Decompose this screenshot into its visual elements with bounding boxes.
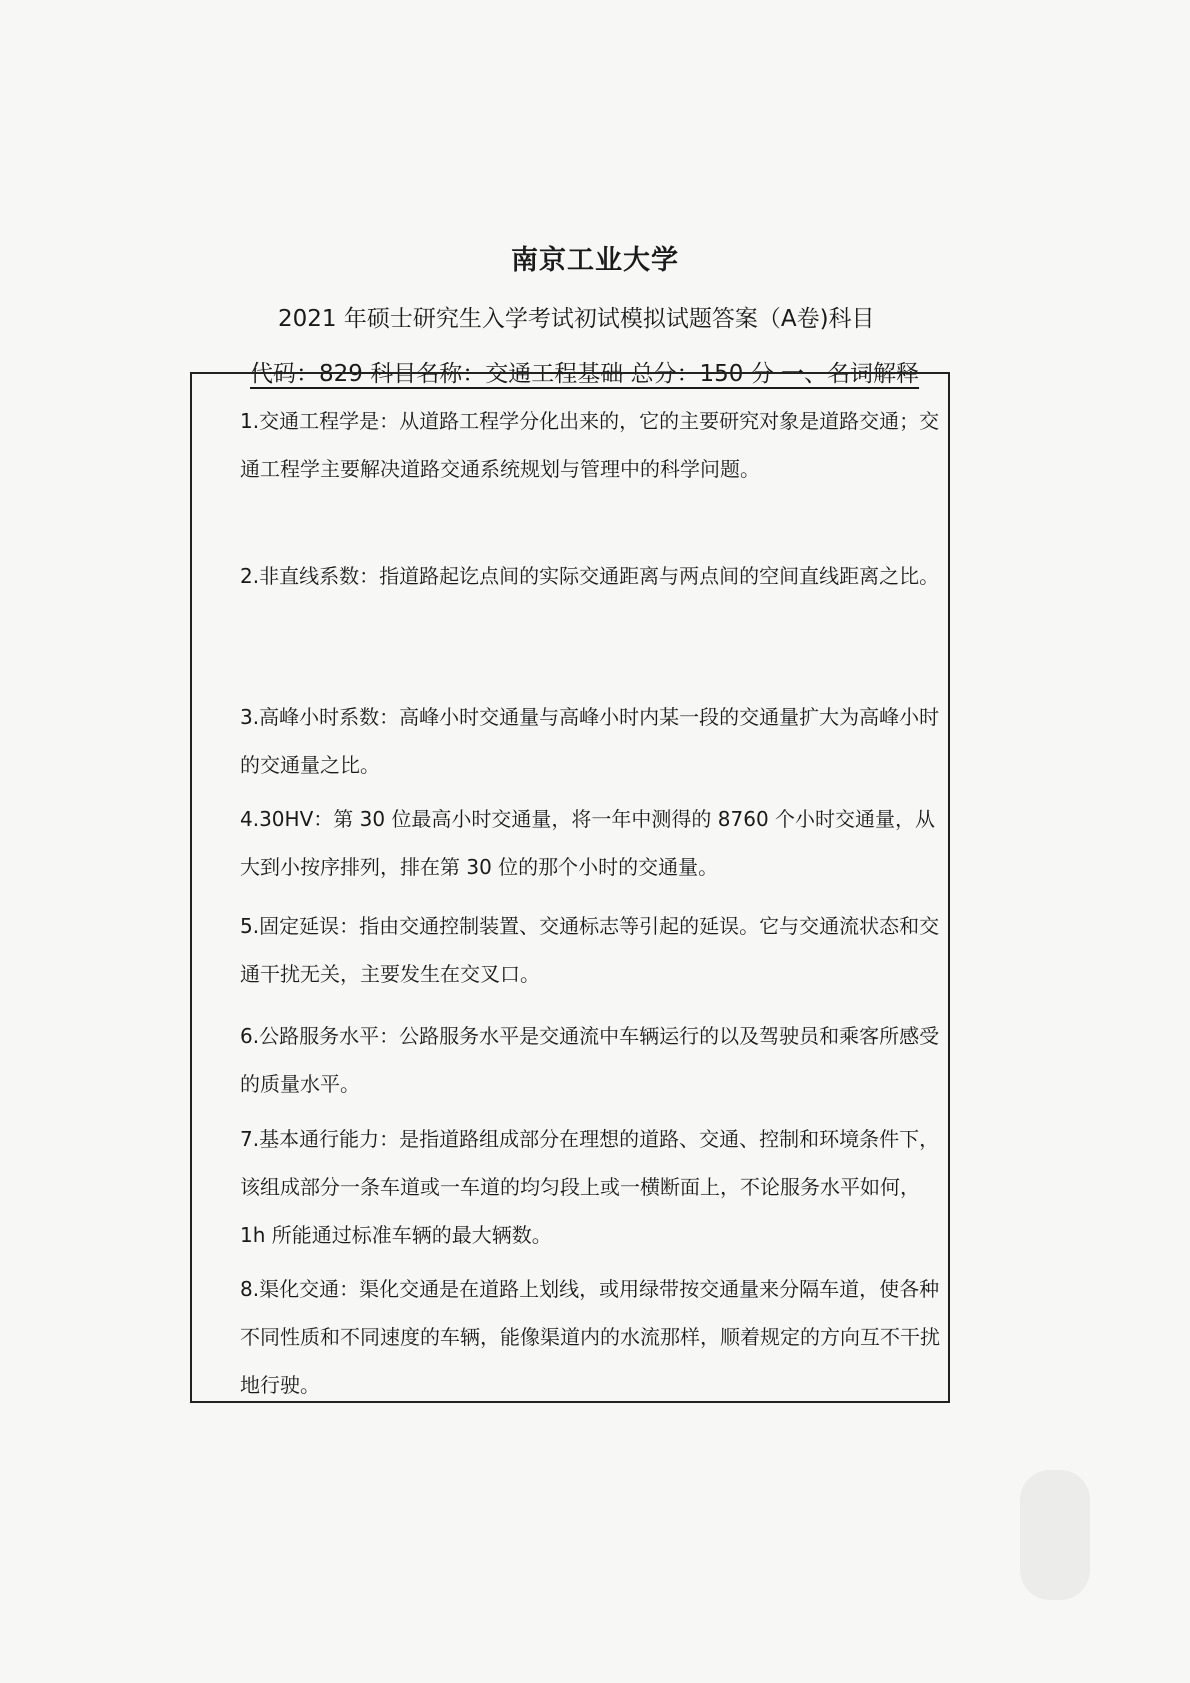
exam-title: 2021 年硕士研究生入学考试初试模拟试题答案（A卷)科目: [278, 306, 875, 332]
university-title: 南京工业大学: [511, 245, 679, 276]
answer-entry-3: 3.高峰小时系数：高峰小时交通量与高峰小时内某一段的交通量扩大为高峰小时的交通量之比。: [240, 705, 940, 777]
answer-entry-6: 6.公路服务水平：公路服务水平是交通流中车辆运行的以及驾驶员和乘客所感受的质量水平。: [240, 1024, 940, 1096]
answer-entry-8: 8.渠化交通：渠化交通是在道路上划线，或用绿带按交通量来分隔车道，使各种不同性质和不同速度的车辆，能像渠道内的水流那样，顺着规定的方向互不干扰地行驶。: [240, 1277, 940, 1397]
scan-smudge: [1020, 1470, 1090, 1600]
answer-entry-5: 5.固定延误：指由交通控制装置、交通标志等引起的延误。它与交通流状态和交通干扰无关，主要发生在交叉口。: [240, 914, 940, 986]
answer-entry-7: 7.基本通行能力：是指道路组成部分在理想的道路、交通、控制和环境条件下，该组成部分一条车道或一车道的均匀段上或一横断面上，不论服务水平如何，1h 所能通过标准车辆的最大辆数。: [240, 1127, 940, 1247]
answer-entry-1: 1.交通工程学是：从道路工程学分化出来的，它的主要研究对象是道路交通；交通工程学主要解决道路交通系统规划与管理中的科学问题。: [240, 409, 940, 481]
answer-entry-4: 4.30HV：第 30 位最高小时交通量，将一年中测得的 8760 个小时交通量，从大到小按序排列，排在第 30 位的那个小时的交通量。: [240, 807, 936, 879]
exam-meta: 代码：829 科目名称：交通工程基础 总分：150 分 一、名词解释: [250, 361, 920, 387]
answer-entry-2: 2.非直线系数：指道路起讫点间的实际交通距离与两点间的空间直线距离之比。: [240, 564, 940, 588]
